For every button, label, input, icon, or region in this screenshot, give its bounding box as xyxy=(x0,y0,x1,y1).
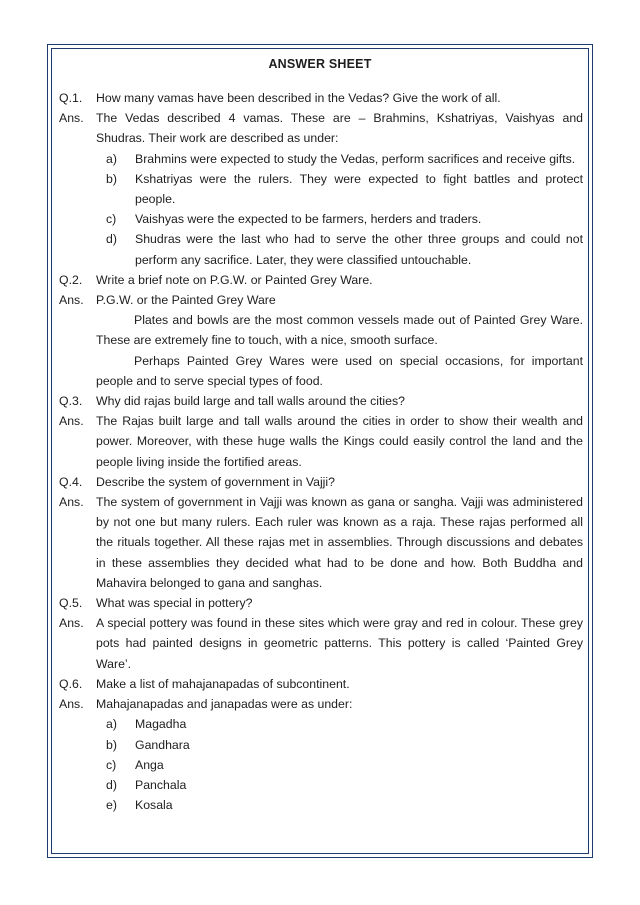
question-label: Q.5. xyxy=(59,596,83,611)
list-item-label: e) xyxy=(106,798,117,813)
answer-4 xyxy=(59,492,583,593)
question-text: What was special in pottery? xyxy=(96,596,253,611)
answer-1 xyxy=(59,108,583,148)
answer-1-list xyxy=(59,149,583,270)
list-item-text: Kosala xyxy=(135,798,173,813)
list-item-label: a) xyxy=(106,717,117,732)
question-label: Q.3. xyxy=(59,394,83,409)
list-item-text: Kshatriyas were the rulers. They were expected to fight battles and protect people. xyxy=(135,171,583,207)
list-item-label: a) xyxy=(106,151,117,166)
question-6 xyxy=(59,674,583,694)
list-item-text: Brahmins were expected to study the Vedas, perform sacrifices and receive gifts. xyxy=(135,151,576,166)
answer-6 xyxy=(59,694,583,714)
list-item-label: c) xyxy=(106,757,117,772)
list-item-text: Panchala xyxy=(135,777,187,792)
list-item-label: b) xyxy=(106,171,117,186)
answer-paragraph: Plates and bowls are the most common vessels made out of Painted Grey Ware. These are extremely fine to touch, with a nice, smooth surface. xyxy=(96,313,583,348)
answer-label: Ans. xyxy=(59,616,84,631)
list-item xyxy=(96,229,583,269)
list-item-label: c) xyxy=(106,212,117,227)
answer-label: Ans. xyxy=(59,293,84,308)
list-item xyxy=(96,735,583,755)
answer-text: P.G.W. or the Painted Grey Ware xyxy=(96,293,276,308)
question-label: Q.6. xyxy=(59,676,83,691)
answer-5 xyxy=(59,613,583,674)
list-item xyxy=(96,209,583,229)
list-item-label: d) xyxy=(106,232,117,247)
answer-label: Ans. xyxy=(59,495,84,510)
answer-label: Ans. xyxy=(59,697,84,712)
answer-3 xyxy=(59,411,583,472)
list-item-label: b) xyxy=(106,737,117,752)
question-1 xyxy=(59,88,583,108)
question-5 xyxy=(59,593,583,613)
question-text: Write a brief note on P.G.W. or Painted Grey Ware. xyxy=(96,272,373,287)
question-text: Why did rajas build large and tall walls around the cities? xyxy=(96,394,405,409)
list-item xyxy=(96,149,583,169)
question-label: Q.2. xyxy=(59,272,83,287)
answer-text: A special pottery was found in these sites which were gray and red in colour. These grey pots had painted designs in geometric patterns. This pottery is called ‘Painted Grey Ware’. xyxy=(96,616,583,671)
list-item-text: Vaishyas were the expected to be farmers, herders and traders. xyxy=(135,212,482,227)
list-item xyxy=(96,169,583,209)
list-item-text: Gandhara xyxy=(135,737,190,752)
answer-label: Ans. xyxy=(59,111,84,126)
question-label: Q.4. xyxy=(59,474,83,489)
list-item-text: Magadha xyxy=(135,717,187,732)
answer-label: Ans. xyxy=(59,414,84,429)
answer-6-list xyxy=(59,714,583,815)
answer-text: The system of government in Vajji was known as gana or sangha. Vajji was administered by not one but many rulers. Each ruler was known as a raja. These rajas performed all the rituals together. All these rajas met in assemblies. Through discussions and debates in these assemblies they decided what had to be done and how. Both Buddha and Mahavira belonged to gana and sanghas. xyxy=(96,495,583,590)
list-item xyxy=(96,795,583,815)
list-item xyxy=(96,775,583,795)
question-text: How many vamas have been described in the Vedas? Give the work of all. xyxy=(96,91,501,105)
question-text: Describe the system of government in Vajji? xyxy=(96,474,335,489)
page-title: ANSWER SHEET xyxy=(268,57,372,71)
list-item xyxy=(96,755,583,775)
answer-text: Mahajanapadas and janapadas were as under: xyxy=(96,697,353,712)
question-label: Q.1. xyxy=(59,91,83,105)
answer-paragraph: Perhaps Painted Grey Wares were used on special occasions, for important people and to serve special types of food. xyxy=(96,353,583,388)
list-item-text: Shudras were the last who had to serve the other three groups and could not perform any sacrifice. Later, they were classified untouchable. xyxy=(135,232,583,267)
question-text: Make a list of mahajanapadas of subcontinent. xyxy=(96,676,350,691)
question-3 xyxy=(59,391,583,411)
list-item-text: Anga xyxy=(135,757,164,772)
answer-2 xyxy=(59,290,583,391)
answer-text: The Vedas described 4 vamas. These are – Brahmins, Kshatriyas, Vaishyas and Shudras. Their work are described as under: xyxy=(96,111,583,146)
answer-text: The Rajas built large and tall walls around the cities in order to show their wealth and power. Moreover, with these huge walls the Kings could easily control the land and the people living inside the fortified areas. xyxy=(96,414,583,469)
list-item-label: d) xyxy=(106,777,117,792)
answer-content xyxy=(59,88,583,815)
question-4 xyxy=(59,472,583,492)
list-item xyxy=(96,714,583,734)
question-2 xyxy=(59,270,583,290)
